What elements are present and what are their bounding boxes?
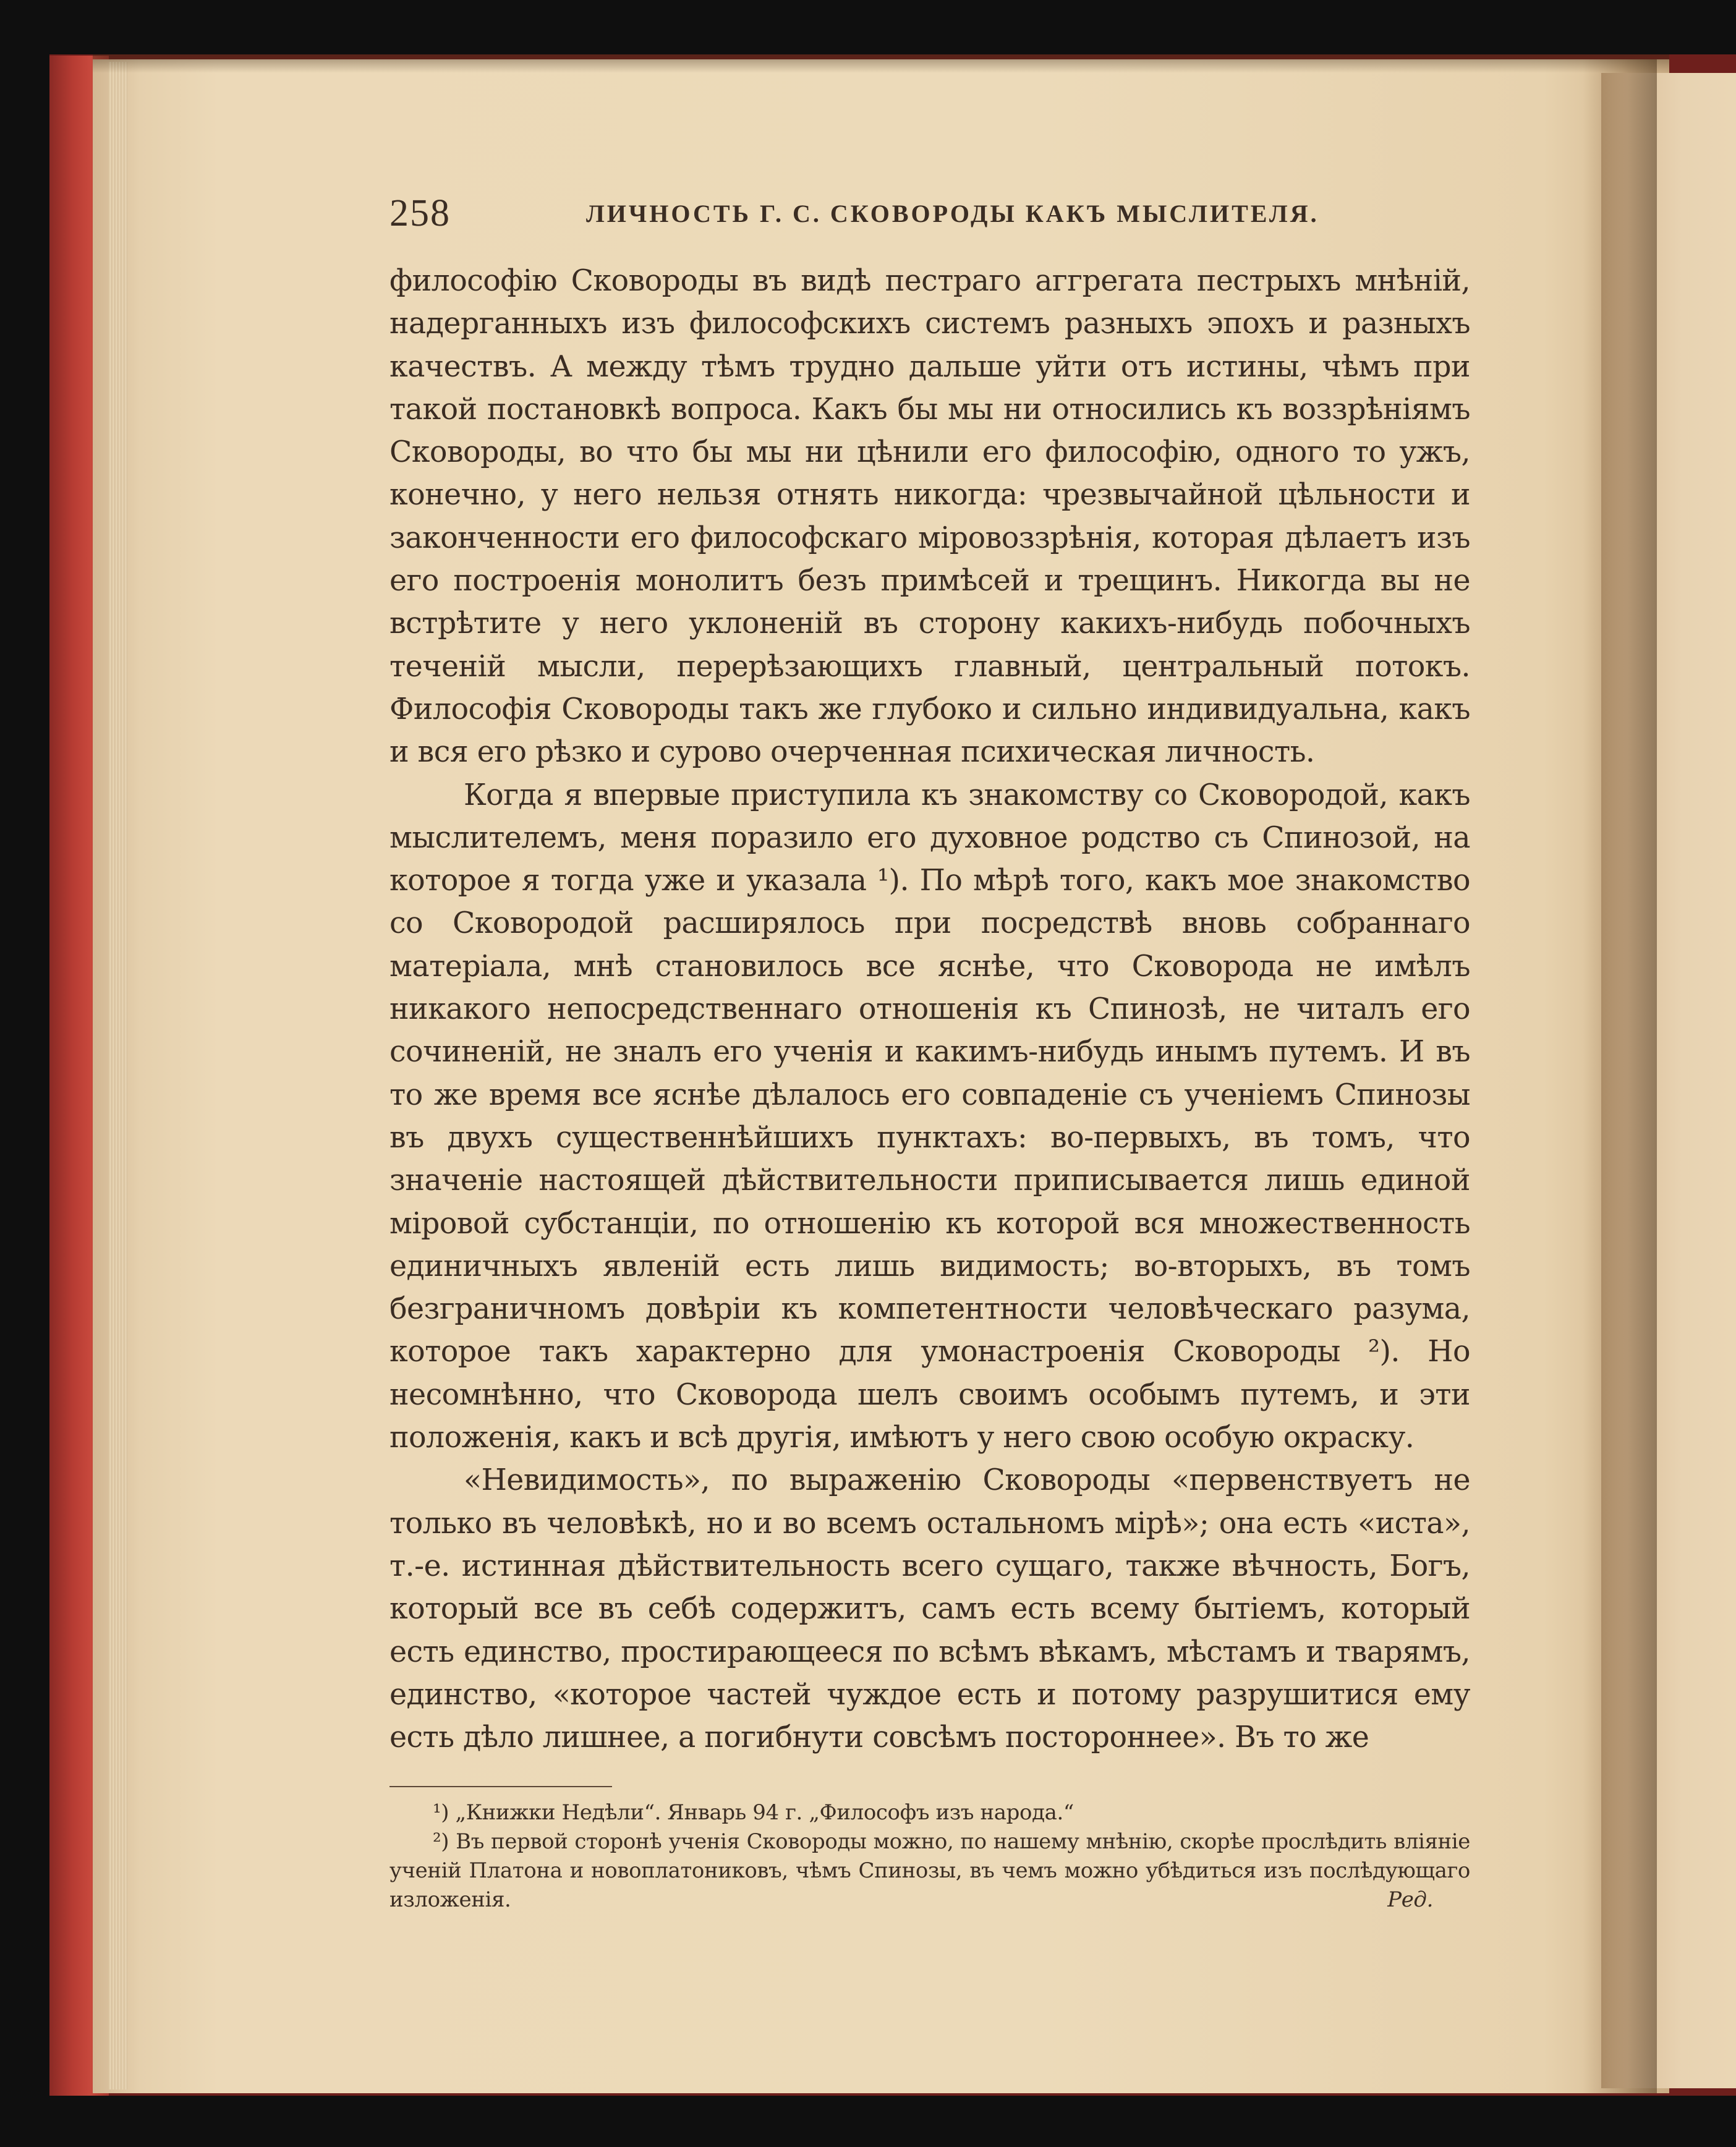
footnote-signature: Ред. — [1387, 1887, 1433, 1913]
body-text — [389, 260, 1470, 1759]
footnote-divider — [389, 1786, 612, 1787]
gutter-shadow — [1583, 59, 1657, 2093]
footnotes — [389, 1798, 1470, 1915]
footnote: ¹) „Книжки Недѣли“. Январь 94 г. „Философъ изъ народа.“ — [433, 1800, 1074, 1826]
paragraph: философію Сковороды въ видѣ пестраго аггрегата пестрыхъ мнѣній, надерганныхъ изъ философскихъ системъ разныхъ эпохъ и разныхъ качествъ. А между тѣмъ трудно дальше уйти отъ истины, чѣмъ при такой постановкѣ вопроса. Какъ бы мы ни относились къ воззрѣніямъ Сковороды, во что бы мы ни цѣнили его философію, одного то ужъ, конечно, у него нельзя отнять никогда: чрезвычайной цѣльности и законченности его философскаго міровоззрѣнія, которая дѣлаетъ изъ его построенія монолитъ безъ примѣсей и трещинъ. Никогда вы не встрѣтите у него уклоненій въ сторону какихъ-нибудь побочныхъ теченій мысли, перерѣзающихъ главный, центральный потокъ. Философія Сковороды такъ же глубоко и сильно индивидуальна, какъ и вся его рѣзко и сурово очерченная психическая личность. — [389, 264, 1470, 770]
paragraph: «Невидимость», по выраженію Сковороды «первенствуетъ не только въ человѣкѣ, но и во всемъ остальномъ мірѣ»; она есть «иста», т.-е. истинная дѣйствительность всего сущаго, также вѣчность, Богъ, который все въ себѣ содержитъ, самъ есть всему бытіемъ, который есть единство, простирающееся по всѣмъ вѣкамъ, мѣстамъ и тварямъ, единство, «которое частей чуждое есть и потому разрушитися ему есть дѣло лишнее, а погибнути совсѣмъ постороннее». Въ то же — [389, 1463, 1470, 1755]
paragraph: Когда я впервые приступила къ знакомству со Сковородой, какъ мыслителемъ, меня поразило его духовное родство съ Спинозой, на которое я тогда уже и указала ¹). По мѣрѣ того, какъ мое знакомство со Сковородой расширялось при посредствѣ вновь собраннаго матеріала, мнѣ становилось все яснѣе, что Сковорода не имѣлъ никакого непосредственнаго отношенія къ Спинозѣ, не читалъ его сочиненій, не зналъ его ученія и какимъ-нибудь инымъ путемъ. И въ то же время все яснѣе дѣлалось его совпаденіе съ ученіемъ Спинозы въ двухъ существеннѣйшихъ пунктахъ: во-первыхъ, въ томъ, что значеніе настоящей дѣйствительности приписывается лишь единой міровой субстанціи, по отношенію къ которой вся множественность единичныхъ явленій есть лишь видимость; во-вторыхъ, въ томъ безграничномъ довѣріи къ компетентности человѣческаго разума, которое такъ характерно для умонастроенія Сковороды ²). Но несомнѣнно, что Сковорода шелъ своимъ особымъ путемъ, и эти положенія, какъ и всѣ другія, имѣютъ у него свою особую окраску. — [389, 778, 1470, 1455]
footnote — [389, 1827, 1470, 1915]
top-shadow — [93, 54, 1669, 73]
page-number: 258 — [389, 192, 451, 234]
page-edges — [109, 62, 127, 2090]
text-column — [389, 185, 1470, 1915]
running-head — [389, 185, 1470, 241]
running-head-title: ЛИЧНОСТЬ Г. С. СКОВОРОДЫ КАКЪ МЫСЛИТЕЛЯ. — [586, 200, 1319, 227]
footnote-text: ²) Въ первой сторонѣ ученія Сковороды можно, по нашему мнѣнію, скорѣе прослѣдить вліяніе ученій Платона и новоплатониковъ, чѣмъ Спинозы, въ чемъ можно убѣдиться изъ послѣдующаго изложенія. — [389, 1829, 1470, 1913]
